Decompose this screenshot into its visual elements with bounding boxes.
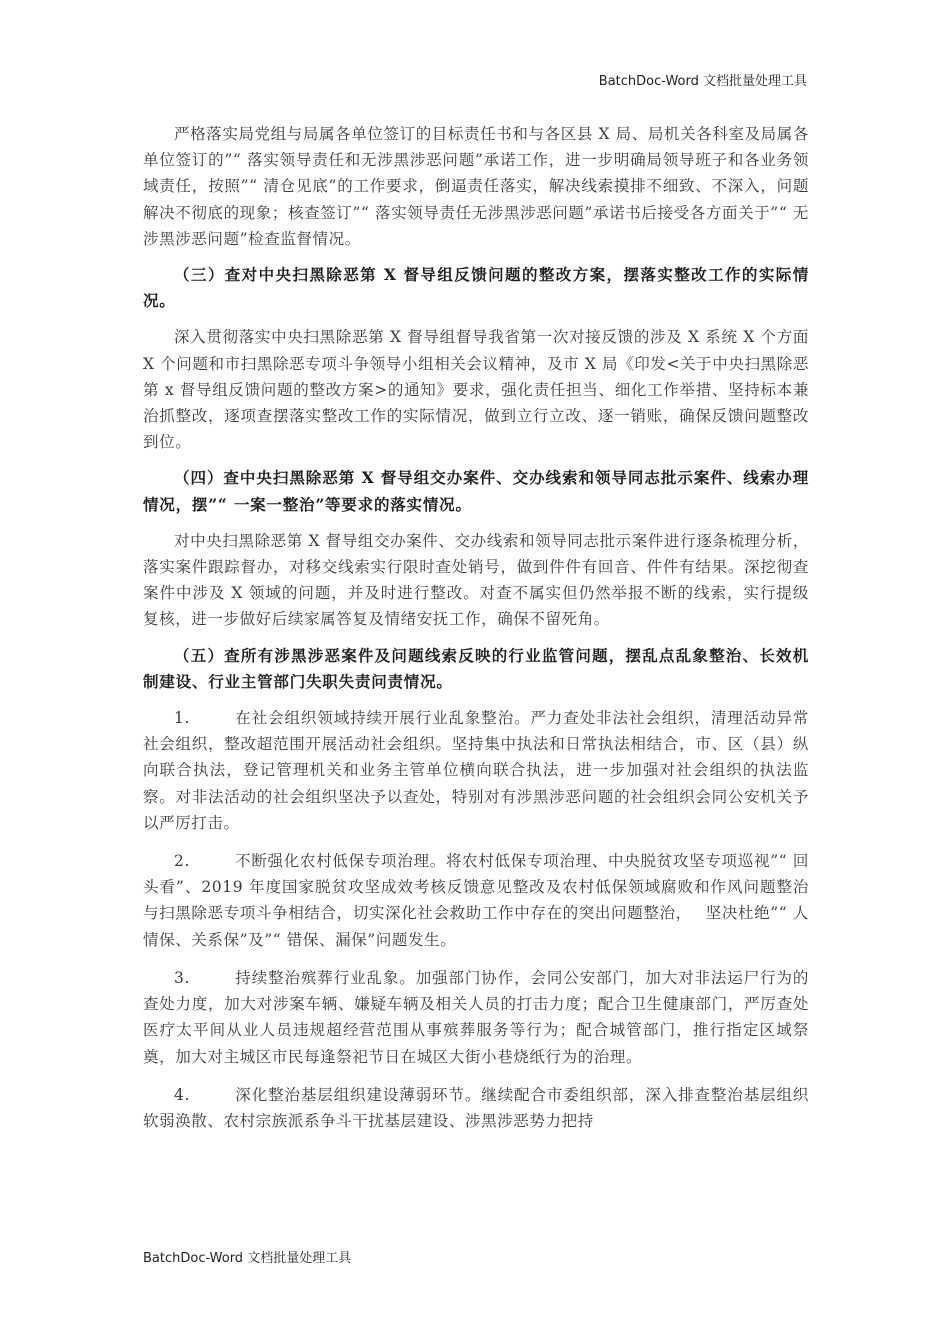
- document-body: [143, 121, 809, 1146]
- section-heading-5: （五）查所有涉黑涉恶案件及问题线索反映的行业监管问题，摆乱点乱象整治、长效机制建设、行业主管部门失职失责问责情况。: [143, 645, 809, 691]
- section-heading-3: （三）查对中央扫黑除恶第 X 督导组反馈问题的整改方案，摆落实整改工作的实际情况。: [143, 265, 809, 311]
- list-item: [143, 1082, 809, 1134]
- list-item-text: 不断强化农村低保专项治理。将农村低保专项治理、中央脱贫攻坚专项巡视”“ 回头看”、2019 年度国家脱贫攻坚成效考核反馈意见整改及农村低保领域腐败和作风问题整治与扫黑除恶专项斗争相结合，切实深化社会救助工作中存在的突出问题整治， 坚决杜绝”“ 人情保、关系保”及”“ 错保、漏保”问题发生。: [143, 852, 809, 949]
- section-heading-4: （四）查中央扫黑除恶第 X 督导组交办案件、交办线索和领导同志批示案件、线索办理情况，摆”“ 一案一整治”等要求的落实情况。: [143, 468, 809, 514]
- list-item-number: 3.: [174, 968, 190, 987]
- page-footer: BatchDoc-Word 文档批量处理工具: [143, 1251, 352, 1266]
- list-item-text: 持续整治殡葬行业乱象。加强部门协作，会同公安部门，加大对非法运尸行为的查处力度，加大对涉案车辆、嫌疑车辆及相关人员的打击力度；配合卫生健康部门，严厉查处医疗太平间从业人员违规超经营范围从事殡葬服务等行为；配合城管部门，推行指定区域祭奠，加大对主城区市民每逢祭祀节日在城区大街小巷烧纸行为的治理。: [143, 968, 809, 1066]
- list-item-number: 2.: [174, 852, 190, 871]
- list-item-text: 在社会组织领域持续开展行业乱象整治。严力查处非法社会组织，清理活动异常社会组织，整改超范围开展活动社会组织。坚持集中执法和日常执法相结合，市、区（县）纵向联合执法，登记管理机关和业务主管单位横向联合执法，进一步加强对社会组织的执法监察。对非法活动的社会组织坚决予以查处，特别对有涉黑涉恶问题的社会组织会同公安机关予以严厉打击。: [143, 709, 809, 832]
- list-item-text: 深化整治基层组织建设薄弱环节。继续配合市委组织部，深入排查整治基层组织软弱涣散、农村宗族派系争斗干扰基层建设、涉黑涉恶势力把持: [143, 1085, 809, 1130]
- list-item: [143, 848, 809, 953]
- paragraph-case-handling: 对中央扫黑除恶第 X 督导组交办案件、交办线索和领导同志批示案件进行逐条梳理分析，落实案件跟踪督办，对移交线索实行限时查处销号，做到件件有回音、件件有结果。深挖彻查案件中涉及 X 领域的问题，并及时进行整改。对查不属实但仍然举报不断的线索，实行提级复核，进一步做好后续家属答复及情绪安抚工作，确保不留死角。: [143, 531, 809, 629]
- list-item-number: 4.: [174, 1085, 190, 1104]
- list-item: [143, 965, 809, 1070]
- list-item: [143, 705, 809, 836]
- list-item-number: 1.: [174, 709, 190, 728]
- paragraph-responsibility: 严格落实局党组与局属各单位签订的目标责任书和与各区县 X 局、局机关各科室及局属各单位签订的”“ 落实领导责任和无涉黑涉恶问题”承诺工作，进一步明确局领导班子和各业务领域责任，按照”“ 清仓见底”的工作要求，倒逼责任落实，解决线索摸排不细致、不深入，问题解决不彻底的现象；核查签订”“ 落实领导责任无涉黑涉恶问题”承诺书后接受各方面关于”“ 无涉黑涉恶问题”检查监督情况。: [143, 125, 809, 248]
- paragraph-rectification: 深入贯彻落实中央扫黑除恶第 X 督导组督导我省第一次对接反馈的涉及 X 系统 X 个方面 X 个问题和市扫黑除恶专项斗争领导小组相关会议精神，及市 X 局《印发<关于中央扫黑除恶第 x 督导组反馈问题的整改方案>的通知》要求，强化责任担当、细化工作举措、坚持标本兼治抓整改，逐项查摆落实整改工作的实际情况，做到立行立改、逐一销账，确保反馈问题整改到位。: [143, 328, 809, 452]
- page-header: BatchDoc-Word 文档批量处理工具: [598, 74, 807, 89]
